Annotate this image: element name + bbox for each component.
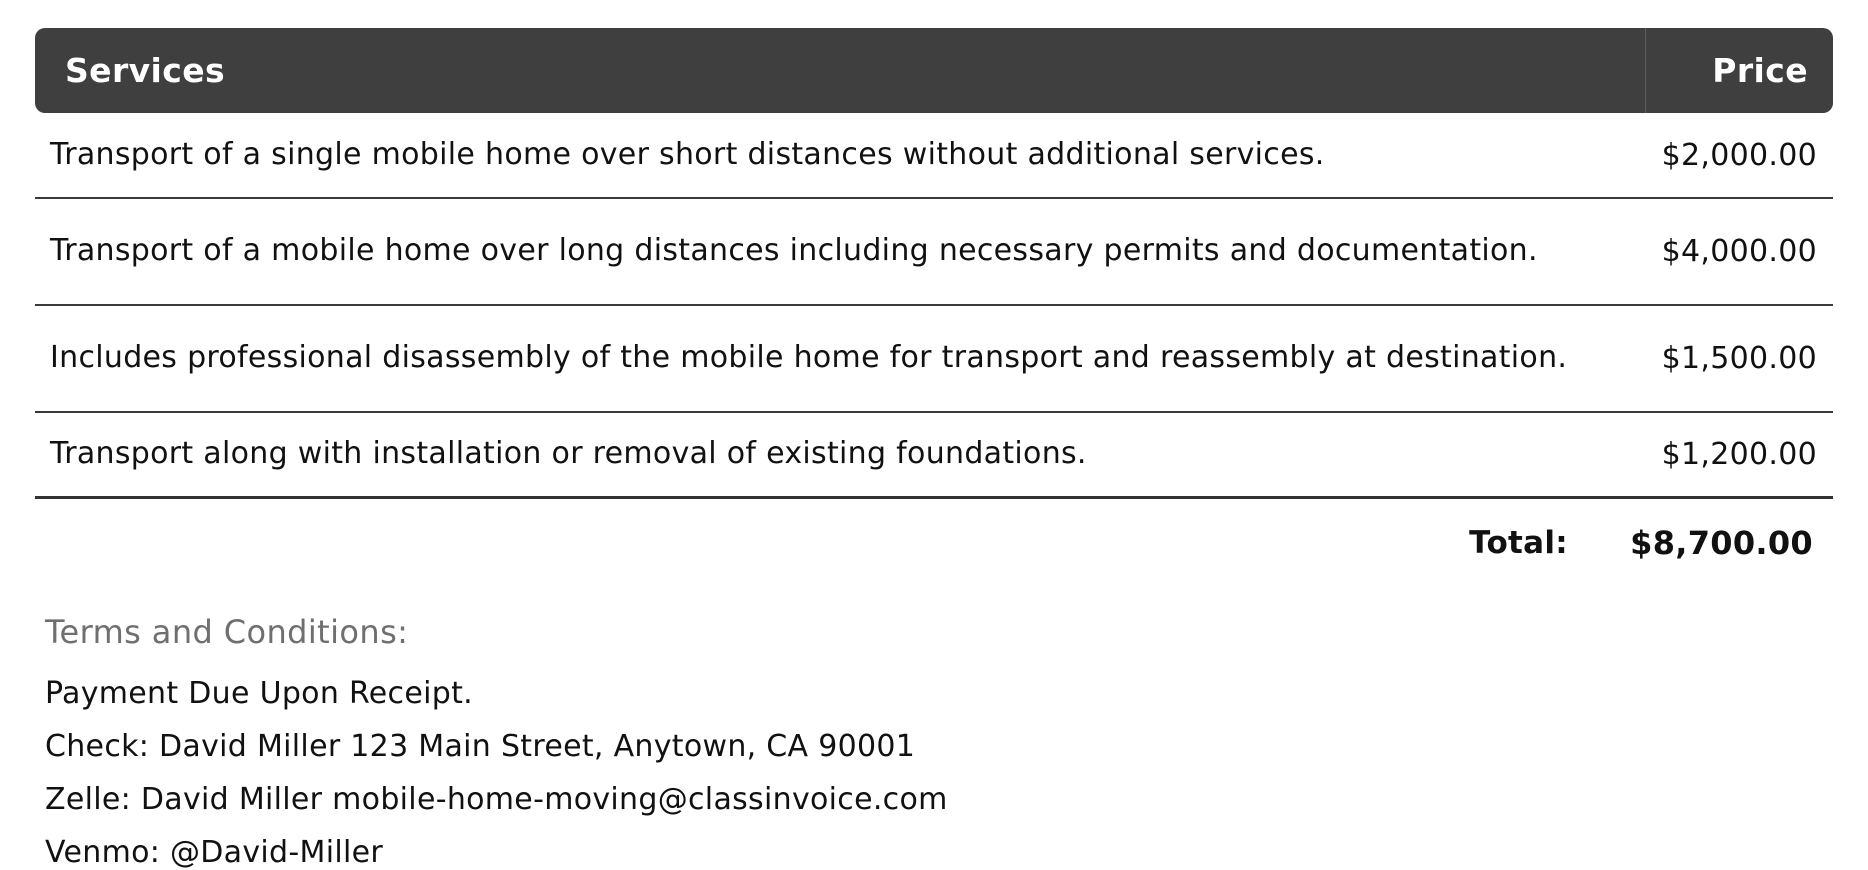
service-row	[35, 199, 1833, 306]
service-price: $1,200.00	[1661, 437, 1817, 472]
terms-line-payment: Payment Due Upon Receipt.	[45, 676, 473, 711]
price-column-label: Price	[1712, 51, 1808, 90]
service-row	[35, 306, 1833, 413]
service-description: Transport of a single mobile home over short distances without additional services.	[50, 136, 1325, 172]
total-row	[35, 499, 1833, 587]
services-table-header	[35, 28, 1833, 113]
service-description: Transport along with installation or removal of existing foundations.	[50, 436, 1087, 472]
terms-line-venmo: Venmo: @David-Miller	[45, 835, 384, 870]
terms-section	[35, 613, 1833, 870]
header-services-cell	[35, 28, 1645, 113]
terms-line-zelle: Zelle: David Miller mobile-home-moving@classinvoice.com	[45, 782, 948, 817]
terms-heading: Terms and Conditions:	[45, 613, 409, 651]
service-row	[35, 413, 1833, 499]
service-price: $4,000.00	[1661, 234, 1817, 269]
service-row	[35, 113, 1833, 199]
total-label: Total:	[1469, 525, 1568, 561]
service-price: $2,000.00	[1661, 137, 1817, 173]
service-price: $1,500.00	[1661, 341, 1817, 376]
terms-line-check: Check: David Miller 123 Main Street, Anytown, CA 90001	[45, 729, 916, 764]
services-table	[35, 28, 1833, 587]
service-description: Transport of a mobile home over long distances including necessary permits and documentation.	[50, 233, 1538, 269]
total-value: $8,700.00	[1630, 524, 1813, 562]
services-column-label: Services	[65, 51, 226, 90]
header-price-cell	[1645, 28, 1833, 113]
service-description: Includes professional disassembly of the mobile home for transport and reassembly at destination.	[50, 340, 1568, 376]
